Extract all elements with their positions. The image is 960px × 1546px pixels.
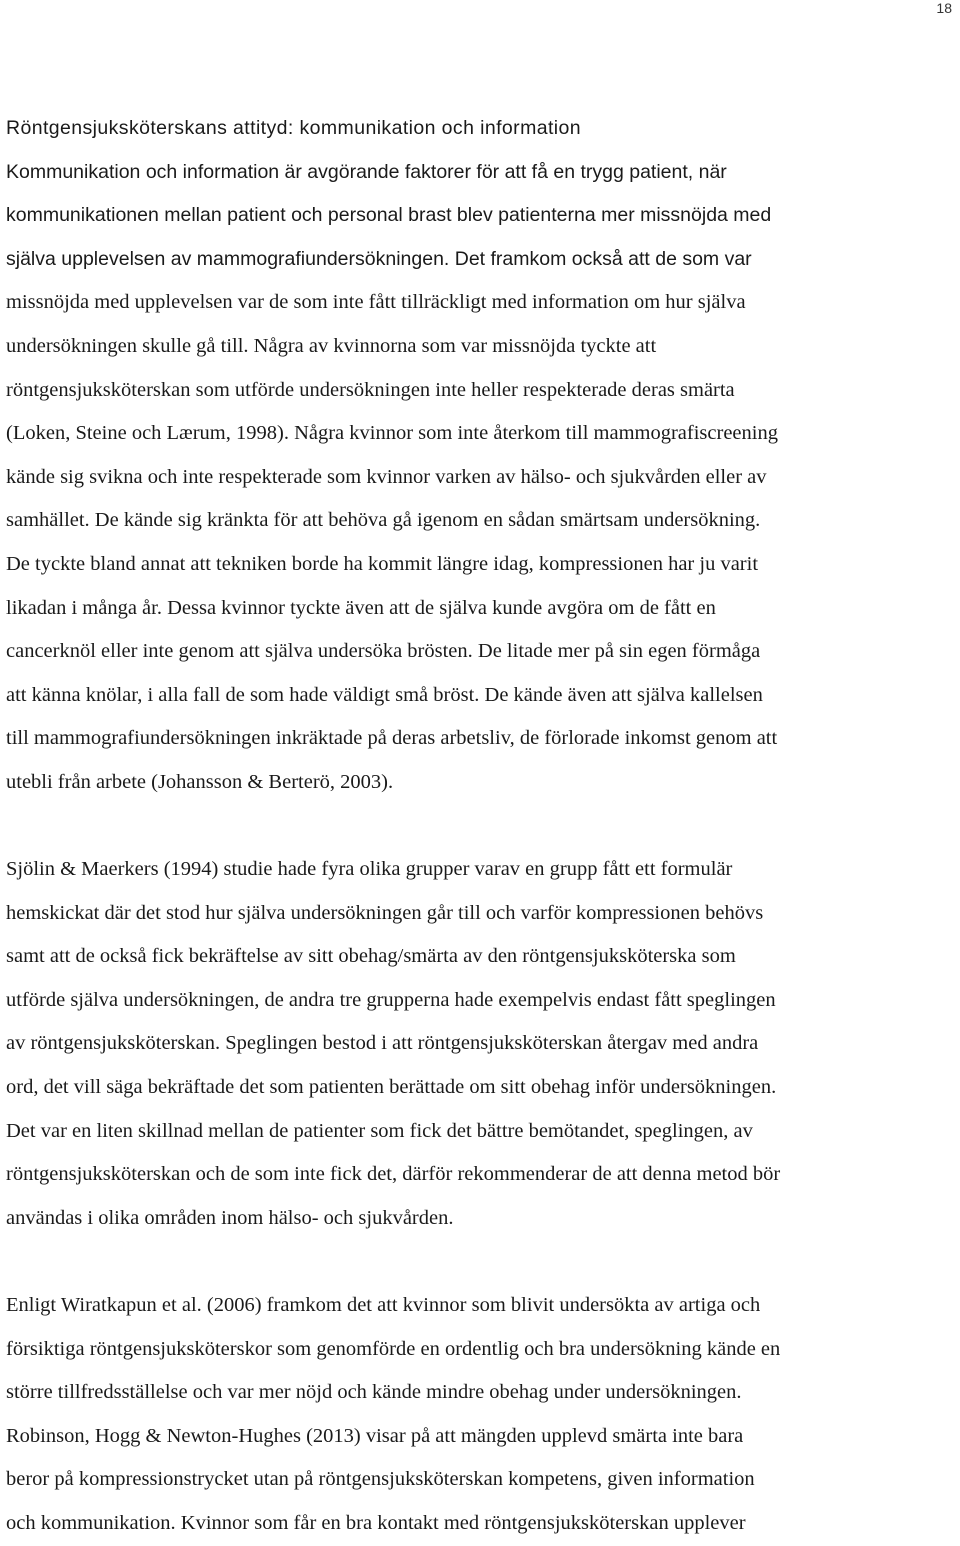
- paragraph-line: samt att de också fick bekräftelse av sitt obehag/smärta av den röntgensjuksköterska som: [6, 945, 736, 968]
- paragraph-1: [6, 151, 960, 805]
- paragraph-line: röntgensjuksköterskan som utförde undersökningen inte heller respekterade deras smärta: [6, 378, 735, 401]
- paragraph-3: [6, 1284, 960, 1546]
- paragraph-line: utförde själva undersökningen, de andra tre grupperna hade exempelvis endast fått speglingen: [6, 988, 776, 1011]
- paragraph-spacer: [6, 805, 960, 849]
- paragraph-line: Robinson, Hogg & Newton-Hughes (2013) visar på att mängden upplevd smärta inte bara: [6, 1424, 744, 1447]
- paragraph-line: missnöjda med upplevelsen var de som inte fått tillräckligt med information om hur själva: [6, 291, 746, 314]
- page-number: 18: [936, 0, 952, 16]
- paragraph-line: användas i olika områden inom hälso- och sjukvården.: [6, 1206, 454, 1229]
- paragraph-line: ord, det vill säga bekräftade det som patienten berättade om sitt obehag inför undersökningen.: [6, 1076, 777, 1099]
- paragraph-line: Det var en liten skillnad mellan de patienter som fick det bättre bemötandet, speglingen, av: [6, 1119, 753, 1142]
- paragraph-line: kände sig svikna och inte respekterade som kvinnor varken av hälso- och sjukvården eller av: [6, 465, 767, 488]
- paragraph-line: röntgensjuksköterskan och de som inte fick det, därför rekommenderar de att denna metod bör: [6, 1163, 781, 1186]
- paragraph-line: försiktiga röntgensjuksköterskor som genomförde en ordentlig och bra undersökning kände en: [6, 1337, 781, 1360]
- paragraph-line: likadan i många år. Dessa kvinnor tyckte även att de själva kunde avgöra om de fått en: [6, 596, 716, 619]
- paragraph-line: att känna knölar, i alla fall de som hade väldigt små bröst. De kände även att själva kallelsen: [6, 683, 763, 706]
- paragraph-spacer: [6, 1240, 960, 1284]
- paragraph-line: Enligt Wiratkapun et al. (2006) framkom det att kvinnor som blivit undersökta av artiga och: [6, 1294, 761, 1317]
- paragraph-line: utebli från arbete (Johansson & Berterö, 2003).: [6, 770, 394, 793]
- paragraph-line: cancerknöl eller inte genom att själva undersöka brösten. De litade mer på sin egen förmåga: [6, 640, 761, 663]
- paragraph-line: större tillfredsställelse och var mer nöjd och kände mindre obehag under undersökningen.: [6, 1381, 742, 1404]
- paragraph-line: själva upplevelsen av mammografiundersökningen. Det framkom också att de som var: [6, 247, 752, 270]
- paragraph-line: kommunikationen mellan patient och personal brast blev patienterna mer missnöjda med: [6, 204, 772, 227]
- paragraph-line: undersökningen skulle gå till. Några av kvinnorna som var missnöjda tyckte att: [6, 334, 657, 357]
- paragraph-line: Sjölin & Maerkers (1994) studie hade fyra olika grupper varav en grupp fått ett formulär: [6, 858, 733, 881]
- paragraph-line: (Loken, Steine och Lærum, 1998). Några kvinnor som inte återkom till mammografiscreening: [6, 422, 778, 445]
- paragraph-line: av röntgensjuksköterskan. Speglingen bestod i att röntgensjuksköterskan återgav med andra: [6, 1032, 759, 1055]
- paragraph-line: beror på kompressionstrycket utan på röntgensjuksköterskan kompetens, given information: [6, 1468, 755, 1491]
- paragraph-2: [6, 848, 960, 1240]
- paragraph-line: De tyckte bland annat att tekniken borde ha kommit längre idag, kompressionen har ju varit: [6, 552, 759, 575]
- paragraph-line: samhället. De kände sig kränkta för att behöva gå igenom en sådan smärtsam undersökning.: [6, 509, 761, 532]
- section-heading: Röntgensjuksköterskans attityd: kommunikation och information: [6, 117, 581, 139]
- paragraph-line: till mammografiundersökningen inkräktade på deras arbetsliv, de förlorade inkomst genom att: [6, 727, 778, 750]
- paragraph-line: hemskickat där det stod hur själva undersökningen går till och varför kompressionen behövs: [6, 901, 764, 924]
- paragraph-line: Kommunikation och information är avgörande faktorer för att få en trygg patient, när: [6, 160, 727, 183]
- paragraph-line: och kommunikation. Kvinnor som får en bra kontakt med röntgensjuksköterskan upplever: [6, 1512, 746, 1534]
- document-body: [6, 107, 960, 1546]
